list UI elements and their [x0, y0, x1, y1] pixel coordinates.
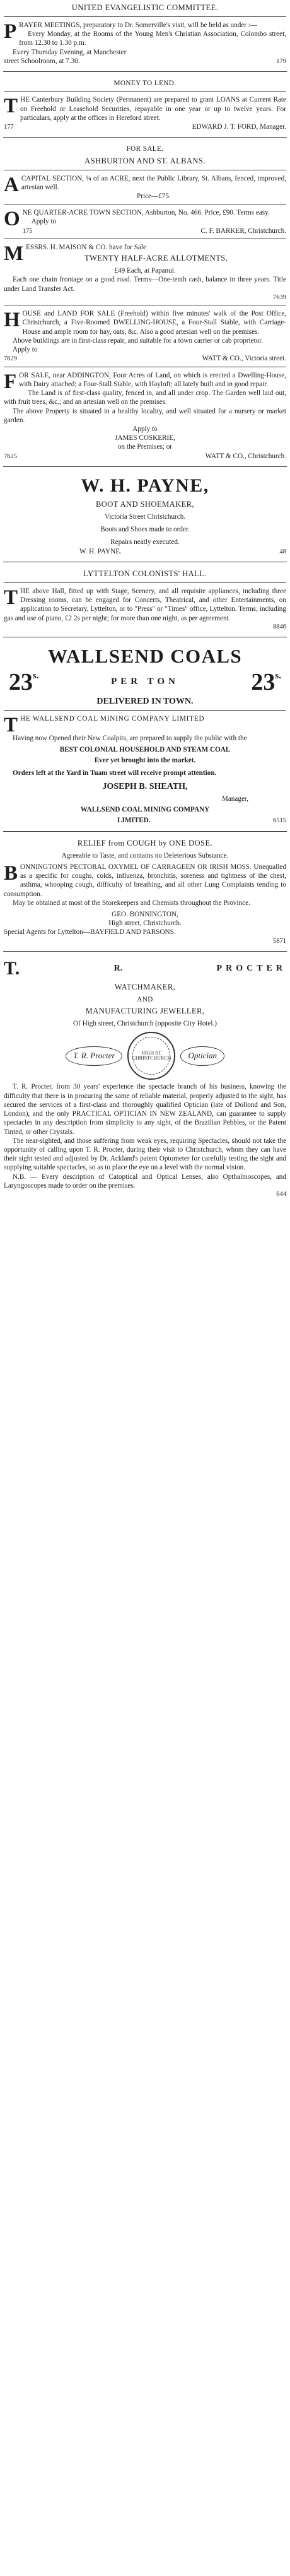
initial: T. [4, 957, 20, 979]
signature: WATT & CO., Victoria street. [202, 355, 286, 363]
divider [3, 951, 287, 952]
ad-number: 48 [279, 548, 286, 555]
ad-number: 175 [22, 227, 33, 235]
price-unit: s. [33, 670, 39, 681]
ad-text: on the Premises; or [117, 443, 173, 451]
ad-text: The above Property is situated in a healthy locality, and well situated for a nursery or market garden. [4, 407, 286, 424]
ad-text: Boots and Shoes made to order. [100, 526, 190, 534]
ad-text: Ever yet brought into the market. [94, 756, 196, 764]
ad-text: OUSE and LAND FOR SALE (Freehold) within five minutes' walk of the Post Office, Christchurch, a Five-Roomed DWELLING-HOUSE, a Four-Stall Stable, with Carriage-House and ample room for hay, oats, &c. Also a good artesian well on the premises. [22, 310, 286, 336]
ad-text: CAPITAL SECTION, ¼ of an ACRE, next the Public Library, St. Albans, fenced, improved, artesian well. [21, 174, 286, 191]
ad-footer [4, 354, 286, 363]
ad-heading: RELIEF from COUGH by ONE DOSE. [77, 838, 213, 848]
newspaper-column [3, 0, 287, 1201]
ad-text: Manager, [221, 795, 248, 803]
ad-money [3, 76, 287, 134]
ad-number: 7629 [4, 355, 17, 363]
ad-text: The Land is of first-class quality, fenced in, and all under crop. The Garden well laid out, with fruit trees, &c.; and an artesian well on the premises. [4, 389, 286, 406]
divider [3, 71, 287, 72]
ad-text: HE above Hall, fitted up with Stage, Scenery, and all requisite appliances, including three Dressing rooms, can be engaged for Concerts, Theatrical, and other Entertainments, on application to Secretary, Lyttelton, or to "Press" or "Times" office, Lyttelton. Terms, including gas and use of piano, £2 2s per night; for more than one night, as per agreement. [4, 587, 286, 622]
ad-text: T. R. Procter, from 30 years' experience the spectacle branch of his business, knowing the difficulty that there is in procuring the same of reliable material, properly adjusted to the sight, has secured the services of a first-class and thoroughly qualified Optician (late of Dollond and Son, London), and the only PRACTICAL OPTICIAN IN NEW ZEALAND, can guarantee to supply spectacles in any description from simplicity to any sight, of the Brazilian Pebbles, or the Patent Tinted, or other Crystals. [4, 1083, 286, 1136]
apply: Apply to [132, 425, 158, 433]
ad-text: NE QUARTER-ACRE TOWN SECTION, Ashburton, No. 466. Price, £90. Terms easy. [22, 209, 270, 217]
ad-number: 7625 [4, 452, 17, 460]
ad-hall [3, 566, 287, 634]
ad-footer [4, 57, 286, 66]
ad-number: 7639 [273, 293, 286, 301]
agent-name: GEO. BONNINGTON, [112, 911, 178, 918]
ad-footer [23, 227, 286, 235]
dropcap: P [4, 20, 17, 43]
divider [3, 137, 287, 138]
ad-heading: DELIVERED IN TOWN. [96, 696, 194, 706]
line: RAYER MEETINGS, preparatory to [19, 21, 124, 29]
divider [4, 710, 286, 711]
ad-number: 8846 [273, 623, 286, 630]
spectacles-emblem [4, 1032, 286, 1080]
manager-name: JOSEPH B. SHEATH, [102, 782, 188, 792]
dropcap: A [4, 173, 19, 196]
ad-coal [3, 641, 287, 828]
ad-heading: MONEY TO LEND. [113, 80, 177, 88]
ad-body [4, 714, 286, 737]
ad-footer [4, 122, 286, 131]
ad-number: 177 [4, 124, 14, 131]
ad-title: WALLSEND COALS [47, 645, 243, 668]
ad-footer [4, 48, 286, 57]
apply: Apply to [13, 346, 38, 354]
ad-text: Having now Opened their New Coalpits, are prepared to supply the public with the [13, 735, 247, 743]
ad-body [4, 587, 286, 623]
price: Price—£75. [137, 192, 171, 201]
address: Victoria Street Christchurch. [104, 513, 186, 521]
dropcap: T [4, 714, 18, 737]
ad-heading: UNITED EVANGELISTIC COMMITTEE. [71, 3, 219, 12]
divider [4, 91, 286, 92]
divider [4, 582, 286, 583]
ad-ashburton [3, 141, 287, 463]
price-number: 23 [251, 668, 276, 695]
dropcap: M [4, 242, 24, 266]
ad-text: OR SALE, near ADDINGTON, Four Acres of Land, on which is erected a Dwelling-House, with Dairy attached; a Four-Stall Stable, with Hayloft; all lately built and in good repair. [19, 371, 286, 388]
ad-number: 5871 [273, 937, 286, 945]
ad-heading: FOR SALE. [126, 145, 164, 153]
signature: W. H. PAYNE. [79, 547, 122, 555]
ad-number: 6515 [273, 817, 286, 825]
initial: R. [113, 964, 123, 974]
ad-text: Special Agents for Lyttelton—BAYFIELD AND PARSONS. [4, 928, 176, 936]
line: Dr. Somerville's visit, will be held as [124, 21, 229, 29]
ad-text: LIMITED. [117, 817, 151, 825]
ad-footer [4, 547, 286, 556]
dropcap: T [4, 586, 18, 609]
ad-number: 644 [276, 1191, 286, 1198]
signature: EDWARD J. T. FORD, Manager. [192, 123, 286, 131]
divider [4, 16, 286, 17]
lens-left: T. R. Procter [66, 1046, 122, 1066]
ad-cough [3, 836, 287, 948]
ad-heading: BOOT AND SHOEMAKER, [95, 500, 195, 509]
ad-heading: ASHBURTON AND ST. ALBANS. [84, 156, 206, 165]
agent-name: JAMES COSKERIE, [115, 434, 175, 442]
ad-procter [3, 955, 287, 1201]
apply: Apply to [31, 218, 57, 226]
seal-text: HIGH ST. CHRISTCHURCH [132, 1037, 170, 1075]
ad-heading: TWENTY HALF-ACRE ALLOTMENTS, [84, 254, 228, 263]
ad-number: 179 [276, 57, 286, 65]
price-number: 23 [9, 668, 33, 695]
ad-text: The near-sighted, and those suffering from weak eyes, requiring Spectacles, should not take the opportunity of calling upon T. R. Procter, during their visit to Christchurch, whom they can have their sight tested and adjusted by Dr. Ackland's patent Optometer for carefully testing the sight and supplying suitable spectacles, so as to place the eye on a level with the normal vision. [4, 1137, 286, 1172]
line: Every Thursday Evening, at Manchester [13, 48, 127, 56]
ad-body [4, 30, 286, 47]
dropcap: F [4, 370, 17, 393]
seal-icon [127, 1032, 175, 1080]
price-right [251, 670, 281, 694]
dropcap: T [4, 95, 18, 118]
ad-text: Above buildings are in first-class repair, and suitable for a town carrier or cab proprietor. [13, 336, 264, 345]
dropcap: H [4, 309, 20, 332]
ad-text: HE Canterbury Building Society (Permanent) are prepared to grant LOANS at Current Rate on Freehold or Leasehold Securities, repayable in one year or up to twelve years. For particulars, apply at the offices in Hereford street. [20, 96, 286, 122]
line: under :— [230, 21, 258, 29]
line: from 12.30 to 1.30 p.m. [19, 39, 86, 47]
ad-heading: BEST COLONIAL HOUSEHOLD AND STEAM COAL [59, 745, 231, 753]
company-name: WALLSEND COAL MINING COMPANY [80, 806, 210, 814]
ad-payne [3, 471, 287, 558]
ad-body [4, 309, 286, 336]
lens-right: Optician [180, 1046, 224, 1066]
dropcap: O [4, 208, 20, 231]
ad-text: HE WALLSEND COAL MINING COMPANY LIMITED [20, 715, 205, 723]
ad-title: W. H. PAYNE, [81, 475, 209, 496]
ad-footer [4, 452, 286, 461]
ad-text: ONNINGTON'S PECTORAL OXYMEL OF CARRAGEEN OR IRISH MOSS. Unequalled as a specific for coughs, colds, influenza, bronchitis, soreness and tightness of the chest, asthma, whooping cough, difficulty of breathing, and all other Lung Complaints tending to consumption. [4, 863, 286, 898]
line: street Schoolroom, at 7.30. [4, 57, 80, 65]
ad-heading: MANUFACTURING JEWELLER, [85, 1007, 205, 1016]
ad-uec [3, 0, 287, 68]
ad-text: N.B. — Every description of Catoptical and Optical Lenses, also Opthalmoscopes, and Laryngoscopes made to order on the premises. [4, 1173, 286, 1190]
line: Every Monday, at the Rooms of the Young [28, 30, 153, 38]
signature: WATT & CO., Christchurch. [205, 452, 286, 460]
price-left [9, 670, 39, 694]
ad-title [4, 957, 286, 981]
surname: PROCTER [216, 964, 286, 974]
ad-text: Repairs neatly executed. [110, 538, 180, 547]
line: Men's Christian Association, Colombo street, [155, 30, 287, 38]
signature: C. F. BARKER, Christchurch. [200, 227, 286, 235]
ad-text: £49 Each, at Papanui. [114, 267, 176, 275]
address: High street, Christchurch. [108, 919, 182, 928]
ad-footer [4, 816, 286, 825]
ad-body [4, 95, 286, 122]
price-row [9, 670, 281, 694]
ad-body [4, 863, 286, 899]
ad-text: Agreeable to Taste, and contains no Deleterious Substance. [61, 851, 229, 860]
ad-heading: WATCHMAKER, [114, 983, 176, 992]
divider [3, 466, 287, 467]
ad-text: Orders left at the Yard in Tuam street will receive prompt attention. [13, 769, 217, 777]
ad-text: Each one chain frontage on a good road. Terms—One-tenth cash, balance in three years. Title under Land Transfer Act. [4, 276, 286, 293]
dropcap: B [4, 861, 18, 885]
per-ton: PER TON [111, 676, 179, 687]
ad-heading: AND [137, 996, 153, 1004]
ad-heading: LYTTELTON COLONISTS' HALL. [83, 569, 207, 578]
ad-text: ESSRS. H. MAISON & CO. have for Sale [26, 244, 146, 252]
ad-body [4, 173, 286, 196]
divider [3, 831, 287, 832]
address: Of High street, Christchurch (opposite City Hotel.) [72, 1020, 218, 1028]
ad-text: May be obtained at most of the Storekeepers and Chemists throughout the Province. [13, 899, 250, 907]
ad-body [4, 370, 286, 393]
price-unit: s. [275, 670, 281, 681]
